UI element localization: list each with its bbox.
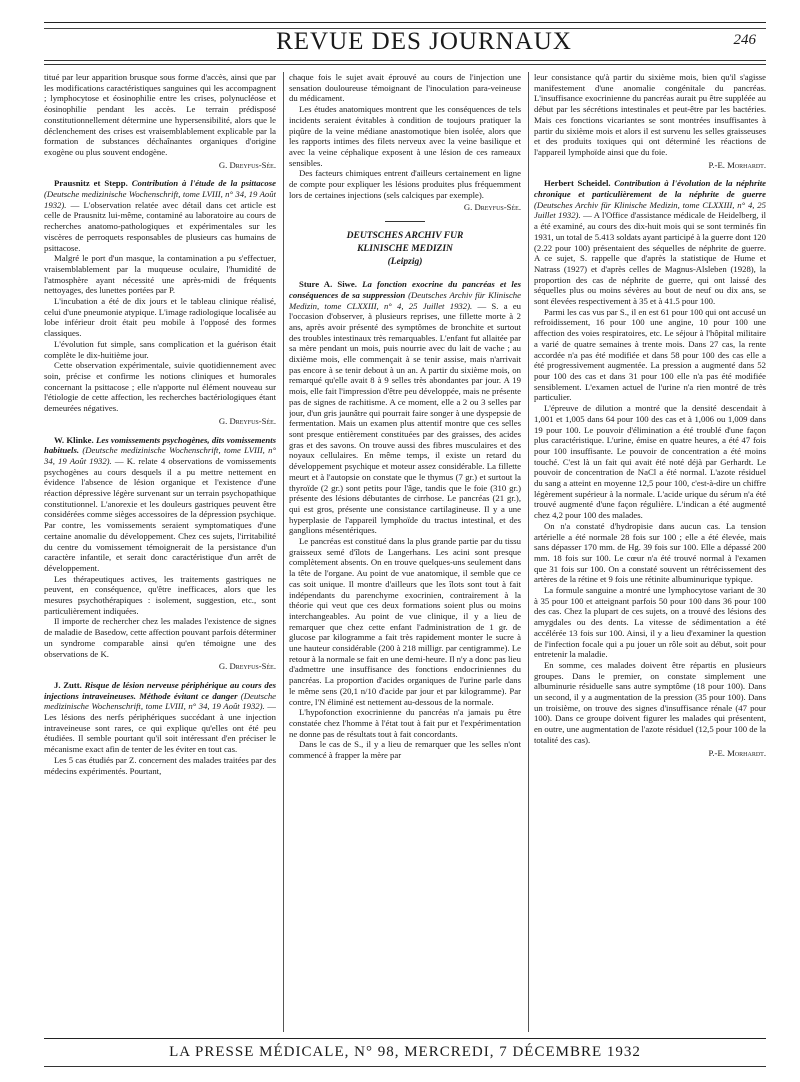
column-divider [528, 72, 529, 1032]
paragraph: Des facteurs chimiques entrent d'ailleurs certainement en ligne de compte pour expliquer les lésions produites plus fréquemment lors de certaines injections (sels calciques par exemple). [289, 168, 521, 200]
signature: G. Dreyfus-Sée. [218, 159, 276, 170]
article-body: — Les lésions des nerfs périphériques succédant à une injection intraveineuse sont rares, ce qui explique qu'elles ont été peu étudiées. Il semble pourtant qu'il soit intéressant d'en préciser le mécanisme exact afin de tenter de les éviter en tout cas. [44, 701, 276, 755]
column-1 [44, 72, 276, 1032]
section-heading [289, 230, 521, 269]
paragraph: L'hypofonction exocrinienne du pancréas n'a jamais pu être constatée chez l'homme à l'état tout à fait pur et l'expérimentation ne donne pas de résultats tout à fait concordants. [289, 707, 521, 739]
header-rule [44, 64, 766, 65]
column-divider [283, 72, 284, 1032]
paragraph: L'épreuve de dilution a montré que la densité descendait à 1,001 et 1,005 dans 64 pour 100 des cas et à 1,006 ou 1,009 dans 19 pour 100. Le pouvoir d'élimination a été troublé d'une façon plus caractéristique. L'urine, émise en quatre heures, a été 47 fois pour 100 insuffisante. Le pouvoir de concentration a été moins touché. C'est là un fait qui avait été noté déjà par Gerhardt. Le pouvoir de concentration de NaCl a été normal. L'azote résiduel du sang a atteint en moyenne 12,5 pour 100, c'est-à-dire un chiffre légèrement supérieur à la normale. L'acide urique du sérum n'a été trouvé augmenté d'une façon régulière. L'indican a été augmenté chez 4,2 pour 100 des malades. [534, 403, 766, 521]
article-authors: Prausnitz et Stepp. [54, 178, 128, 189]
article-body: — S. a eu l'occasion d'observer, à plusieurs reprises, une fillette morte à 2 ans, après avoir présenté des symptômes de bronchite et surtout des troubles intestinaux très remarquables. L'enfant fut allaitée par sa mère pendant un mois, puis nourrie avec du lait de vache ; au dixième mois, elle commençait à se tenir assise, mais n'arrivait pas encore à se tenir debout à un an. A partir du sixième mois, on remarqué qu'elle avait 8 à 9 selles très abondantes par jour. A 19 mois, elle fait l'impression d'être peu développée, mais ne présente pas de signes de rachitisme. A ce moment, elle a 2 ou 3 selles par jour, d'un gris jaunâtre qui pourrait faire songer à une dyspepsie de fermentation. Mais un examen plus attentif montre que ces selles sont presque entièrement constituées par des graisses, des acides gras et des savons. On trouve aussi des fibres musculaires et des noyaux cellulaires. En même temps, il existe un retard du développement psychique et moteur assez considérable. La fillette meurt et à l'autopsie on constate que le thymus (7 gr.) et surtout la thyroïde (2 gr.) sont petits pour l'âge, tandis que le foie (310 gr.) présente des lésions débutantes de cirrhose. Le pancréas (21 gr.), qui est gros, présente une consistance cartilagineuse. Il y a une hyperplasie de l'appareil lymphoïde du tractus intestinal, et des ganglions mésentériques. [289, 300, 521, 536]
page-footer: LA PRESSE MÉDICALE, N° 98, MERCREDI, 7 DÉCEMBRE 1932 [169, 1044, 641, 1060]
article-title: Contribution à l'évolution de la néphrite chronique et particulièrement de la néphrite de guerre [534, 178, 766, 200]
article-body: — K. relate 4 observations de vomissements psychogènes au cours desquels il a pu mettre nettement en évidence l'absence de lésion organique et l'existence d'une réaction dépressive légère survenant sur un terrain psychopathique constitutionnel. L'anorexie et les douleurs gastriques peuvent être considérées comme sièges accessoires de la dépression psychique. Par contre, les vomissements seraient symptomatiques d'une certaine anomalie du développement. Chez ces sujets, l'irritabilité du centre du vomissement témoignerait de la persistance d'un caractère infantile, et serait donc caractéristique d'un arrêt de développement. [44, 455, 276, 573]
paragraph: L'évolution fut simple, sans complication et la guérison était complète le dix-huitième jour. [44, 338, 276, 360]
signature: G. Dreyfus-Sée. [463, 202, 521, 213]
paragraph: Les 5 cas étudiés par Z. concernent des malades traitées par des médecins expérimentés. Pourtant, [44, 754, 276, 776]
paragraph: Dans le cas de S., il y a lieu de remarquer que les selles n'ont commencé à frapper la mère par [289, 739, 521, 761]
section-heading-line: KLINISCHE MEDIZIN [357, 244, 453, 255]
article-source: (Deutsche medizinische Wochenschrift, tome LVIII, n° 34, 19 Août 1932). [44, 189, 276, 210]
article-body: — A l'Office d'assistance médicale de Heidelberg, il a été examiné, au cours des dix-huit mois qui se sont terminés fin 1931, un total de 5.413 soldats ayant participé à la guerre dont 120 (2.22 pour 100) présentaient des séquelles de néphrite de guerre. A ce sujet, S. rappelle que d'après la statistique de Hume et Natrass (1927) et d'après celles de Magnus-Alsleben (1928), la proportion des cas de néphrite de guerre, qui ont laissé des séquelles plus ou moins sévères au bout de neuf ou dix ans, se sont élevées respectivement à 35 et à 41.5 pour 100. [534, 210, 766, 307]
paragraph: Il importe de rechercher chez les malades l'existence de signes de maladie de Basedow, cette affection pouvant parfois déterminer un syndrome comparable ainsi qu'en témoigne une des observations de K. [44, 616, 276, 659]
article-body: — L'observation relatée avec détail dans cet article est celle de Prausnitz lui-même, contaminé au laboratoire au cours de recherches anatomo-pathologiques et expérimentales sur les viscères de perroquets responsables de plusieurs cas humains de psittacose. [44, 199, 276, 253]
header-rule [44, 22, 766, 23]
article-authors: J. Zutt. [54, 679, 82, 690]
article-head [44, 435, 276, 574]
page-number: 246 [733, 32, 756, 48]
signature: P.-E. Morhardt. [708, 747, 766, 758]
paragraph: Parmi les cas vus par S., il en est 61 pour 100 qui ont accusé un refroidissement, 16 pour 100 une angine, 10 pour 100 une affection des voies respiratoires, etc. Le séjour à l'hôpital militaire a varié de quatre semaines à trente mois. Dans 27 cas, la rente accordée n'a pas été modifiée et dans 58 pour 100 des cas elle a été progressivement augmentée. La pression a augmenté dans 52 pour 100 des cas et dans 31 pour 100 elle n'a pas été modifiée sensiblement. L'examen actuel de l'urine n'a rien montré de très particulier. [534, 306, 766, 403]
paragraph: On n'a constaté d'hydropisie dans aucun cas. La tension artérielle a été normale 28 fois sur 100 ; elle a été élevée, mais sans dépasser 170 mm. de Hg. 39 fois sur 100. Elle a dépassé 200 mm. 18 fois sur 100. Le cœur n'a été trouvé normal à l'examen que 31 fois sur 100. On a constaté souvent un rétrécissement des artères de la rétine et 9 fois une rétinite albuminurique typique. [534, 520, 766, 585]
article-title: La fonction exocrine du pancréas et les conséquences de sa suppression [289, 279, 521, 300]
footer-rule [44, 1066, 766, 1067]
paragraph: En somme, ces malades doivent être répartis en plusieurs groupes. Dans le premier, on constate simplement une albuminurie résiduelle sans autre symptôme (18 pour 100). Dans un second, il y a augmentation de la pression (35 pour 100). Dans un troisième, on trouve des signes d'insuffisance rénale (47 pour 100). Dans ce groupe doivent figurer les malades qui présentent, en outre, une augmentation de l'azote résiduel (12,5 pour 100 de la totalité des cas). [534, 659, 766, 745]
article-source: (Deutsche medizinische Wochenschrift, tome LVIII, n° 34, 19 Août 1932). [44, 445, 276, 466]
signature: G. Dreyfus-Sée. [218, 661, 276, 672]
column-3 [534, 72, 766, 1032]
article-columns [44, 72, 766, 1032]
article-authors: Sture A. Siwe. [299, 279, 357, 290]
paragraph: Le pancréas est constitué dans la plus grande partie par du tissu graisseux semé d'îlots de Langerhans. Les acini sont presque complètement absents. On en trouve quelques-uns seulement dans la tête de l'organe. Au point de vue anatomique, il semble que ce cas soit unique. Il montre d'ailleurs que les îlots sont tout à fait indépendants du parenchyme exocrinien, contrairement à la théorie qui veut que ces deux formations soient plus ou moins interchangeables. Au point de vue clinique, il y a lieu de remarquer que chez cette enfant l'administration de 1 gr. de glucose par kilogramme a fait très rapidement monter le sucre à une hauteur considérable (200 à 218 milligr. par centigramme). Le retour à la normale se fait en une demi-heure. Il n'y a donc pas lieu d'admettre une insuffisance des fonctions endocriniennes du pancréas. La proportion d'acides organiques de l'urine parle dans le même sens (20,1 n/10 d'acide par jour et par kilogramme). Par contre, l'N éliminé est nettement au-dessous de la normale. [289, 536, 521, 707]
article-title: Risque de lésion nerveuse périphérique au cours des injections intraveineuses. Méthode évitant ce danger [44, 679, 276, 701]
article-authors: Herbert Scheidel. [544, 178, 611, 189]
signature: P.-E. Morhardt. [708, 159, 766, 170]
article-authors: W. Klinke. [54, 434, 94, 445]
paragraph: Malgré le port d'un masque, la contamination a pu s'effectuer, vraisemblablement par la muqueuse oculaire, l'humidité de l'atmosphère ayant nécessité une après-midi de fréquents nettoyages, des lunettes portées par P. [44, 253, 276, 296]
paragraph: titué par leur apparition brusque sous forme d'accès, ainsi que par les modifications caractéristiques sanguines qui les accompagnent ; lymphocytose et éosinophilie entre les crises, polynucléose et éosinophilie pendant les accès. Le terrain prédisposé constitutionnellement détermine une hypersensibilité, alors que le déclenchement des crises est vraisemblablement explicable par la formation de substances déchaînantes organiques d'origine exogène ou plus souvent endogène. [44, 72, 276, 157]
column-2 [289, 72, 521, 1032]
paragraph: leur consistance qu'à partir du sixième mois, bien qu'il s'agisse manifestement d'une anomalie congénitale du pancréas. L'insuffisance exocrinienne du pancréas aurait pu être suppléée au début par les sécrétions intestinales et peut-être par les bactéries. Mais ces fonctions vicariantes se sont montrées insuffisantes à partir du sixième mois et alors il est survenu les selles graisseuses et des produits toxiques qui ont déterminé les réactions de l'appareil lymphoïde ainsi que du foie. [534, 72, 766, 157]
article-head [289, 279, 521, 536]
section-rule [385, 221, 425, 222]
article-source: (Deutsches Archiv für Klinische Medizin, tome CLXXIII, n° 4, 25 Juillet 1932). [289, 289, 521, 311]
paragraph: La formule sanguine a montré une lymphocytose variant de 30 à 35 pour 100 et atteignant parfois 50 pour 100 dans 36 pour 100 des cas. Chez la plupart de ces sujets, on a trouvé des lésions des amygdales ou des dents. La vitesse de sédimentation a été accélérée 13 fois sur 100. Ainsi, il y a lieu d'examiner la question de l'infection focale qui a pu jouer un rôle soit au début, soit pour entretenir la maladie. [534, 585, 766, 660]
journal-page [44, 14, 766, 1074]
signature: G. Dreyfus-Sée. [218, 415, 276, 426]
article-head [44, 680, 276, 755]
header-rule [44, 60, 766, 61]
paragraph: L'incubation a été de dix jours et le tableau clinique réalisé, celui d'une pneumonie atypique. L'image radiologique localisée au lobe inférieur droit était peu mobile à l'opposé des formes classiques. [44, 296, 276, 339]
article-source: (Deutsches Archiv für Klinische Medizin, tome CLXXIII, n° 4, 25 Juillet 1932). [534, 199, 766, 221]
section-heading-line: (Leipzig) [387, 257, 423, 268]
article-head [44, 178, 276, 253]
footer-rule [44, 1038, 766, 1039]
article-source: (Deutsche medizinische Wochenschrift, tome LVIII, n° 34, 19 Août 1932). [44, 690, 276, 712]
paragraph: Cette observation expérimentale, suivie quotidiennement avec soin, précise et confirme les notions cliniques et humorales concernant la psittacose ; elle n'apporte nul élément nouveau sur l'étiologie de cette affection, les recherches bactériologiques étant demeurées négatives. [44, 360, 276, 414]
paragraph: Les études anatomiques montrent que les conséquences de tels incidents seraient évitables à condition de toujours pratiquer la piqûre de la veine médiane anastomotique bien isolée, alors que les rapports intimes des filets nerveux avec la veine basilique et avec la veine céphalique exposent à une lésion de ces rameaux sensibles. [289, 104, 521, 168]
page-title: REVUE DES JOURNAUX [276, 28, 572, 55]
paragraph: chaque fois le sujet avait éprouvé au cours de l'injection une sensation douloureuse témoignant de l'inoculation para-veineuse du médicament. [289, 72, 521, 104]
article-title: Les vomissements psychogènes, dits vomissements habituels. [44, 434, 276, 456]
article-title: Contribution à l'étude de la psittacose [131, 178, 276, 189]
paragraph: Les thérapeutiques actives, les traitements gastriques ne peuvent, en conséquence, qu'être inefficaces, alors que les mesures psychothérapiques : isolement, suggestion, etc., sont particulièrement indiquées. [44, 573, 276, 616]
article-head [534, 178, 766, 306]
section-heading-line: DEUTSCHES ARCHIV FUR [346, 231, 464, 242]
